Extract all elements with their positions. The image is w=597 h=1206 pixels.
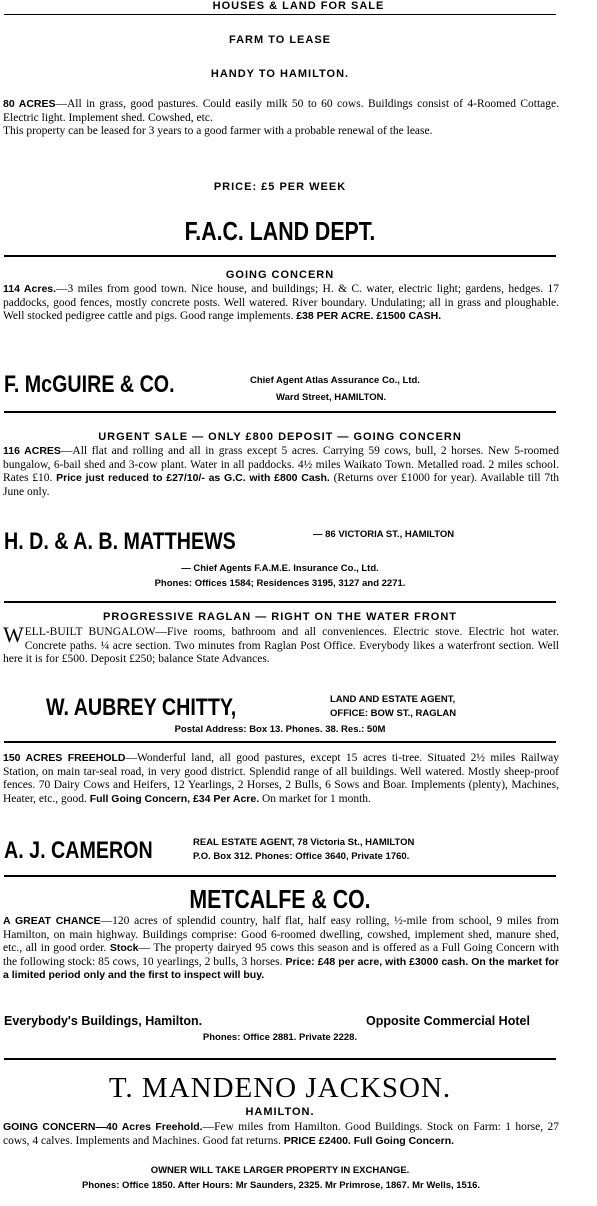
- ad3-agent-addr: — 86 VICTORIA ST., HAMILTON: [313, 529, 455, 540]
- ad5-agent-line2: P.O. Box 312. Phones: Office 3640, Private 1760.: [193, 851, 410, 862]
- ad4-dropcap: W: [3, 622, 24, 647]
- ad7-offer: OWNER WILL TAKE LARGER PROPERTY IN EXCHANGE.: [150, 1165, 410, 1176]
- ad7-agent: T. MANDENO JACKSON.: [108, 1072, 452, 1104]
- ad2-agent-line1: Chief Agent Atlas Assurance Co., Ltd.: [250, 375, 420, 386]
- ad5-agent-line1: REAL ESTATE AGENT, 78 Victoria St., HAMILTON: [193, 837, 415, 848]
- ad6-agent: METCALFE & CO.: [189, 884, 371, 914]
- ad5-text2: On market for 1 month.: [262, 792, 371, 805]
- section-header: HOUSES & LAND FOR SALE: [212, 0, 385, 12]
- ad7-price: PRICE £2400. Full Going Concern.: [283, 1134, 455, 1147]
- ad5-text: —Wonderful land, all good pastures, except 15 acres ti-tree. Situated 2½ miles Railway Station, on main tar-seal road, in very good district. Splendid range of all buildings. Well watered. Mostly sheep-proof fences. 70 Dairy Cows and Heifers, 12 Yearlings, 2 Horses, 2 Bulls, 6 Sows and Boar. Implements (plenty), Machines, Heater, etc., good.: [3, 752, 559, 805]
- ad4-lead: ELL-BUILT BUNGALOW: [24, 626, 156, 638]
- ad3-agent: H. D. & A. B. MATTHEWS: [4, 528, 236, 555]
- ad3-agent-phones: Phones: Offices 1584; Residences 3195, 3127 and 2271.: [154, 578, 406, 589]
- ad3-agent-line1: — Chief Agents F.A.M.E. Insurance Co., Ltd.: [181, 563, 379, 574]
- ad1-subtitle: HANDY TO HAMILTON.: [210, 68, 350, 80]
- ad3-text: —All flat and rolling and all in grass except 5 acres. Carrying 59 cows, bull, 2 horses. New 5-roomed bungalow, 6-bail shed and 3-cow plant. Water in all paddocks. 4½ miles Waikato Town. Metalled road. 2 miles school. Rates £10.: [3, 445, 559, 484]
- ad1-lead: 80 ACRES: [3, 98, 56, 110]
- ad6-phones: Phones: Office 2881. Private 2228.: [202, 1032, 358, 1043]
- ad3-text2: (Returns over £1000 for year). Available till 7th June only.: [3, 472, 560, 498]
- ad2-price: £38 PER ACRE. £1500 CASH.: [296, 310, 442, 322]
- ad1-text2: This property can be leased for 3 years to a good farmer with a probable renewal of the lease.: [3, 125, 433, 137]
- ad7-lead: GOING CONCERN—40 Acres Freehold.: [3, 1121, 203, 1133]
- ad6-body: [3, 915, 559, 983]
- ad2-body: [3, 283, 559, 324]
- ad4-agent-line1: LAND AND ESTATE AGENT,: [330, 694, 456, 705]
- ad1-body: [3, 98, 559, 139]
- ad7-body: [3, 1121, 559, 1148]
- ad6-text: —120 acres of splendid country, half flat, half easy rolling, ½-mile from school, 9 miles from Hamilton, on main highway. Buildings comprise: Good 6-roomed dwelling, cowshed, implement shed, manure shed, etc., all in good order.: [3, 915, 559, 954]
- ad7-text: —Few miles from Hamilton. Good Buildings. Stock on Farm: 1 horse, 27 cows, 4 calves. Implements and Machines. Good fat returns.: [3, 1121, 560, 1147]
- ad2-lead: 114 Acres.: [3, 283, 57, 295]
- ad2-agent-line2: Ward Street, HAMILTON.: [276, 392, 387, 403]
- ad6-price: Price: £48 per acre, with £3000 cash. On the market for a limited period only and the first to inspect will buy.: [3, 955, 560, 981]
- ad4-agent-line2: OFFICE: BOW ST., RAGLAN: [330, 708, 457, 719]
- ad6-addr-right: Opposite Commercial Hotel: [366, 1014, 530, 1028]
- ad1-price: PRICE: £5 PER WEEK: [213, 181, 347, 193]
- divider: [4, 601, 556, 603]
- ad6-lead: A GREAT CHANCE: [3, 915, 101, 927]
- ad5-body: [3, 752, 559, 806]
- ad6-text2: — The property dairyed 95 cows this season and is offered as a Full Going Concern with the following stock: 85 cows, 10 yearlings, 2 bulls, 3 horses.: [3, 942, 559, 968]
- ad4-agent: W. AUBREY CHITTY,: [46, 694, 237, 721]
- divider: [4, 741, 556, 743]
- ad5-price: Full Going Concern, £34 Per Acre.: [89, 792, 260, 805]
- ad5-lead: 150 ACRES FREEHOLD: [3, 752, 126, 764]
- ad2-heading: GOING CONCERN: [225, 269, 335, 281]
- ad3-heading: URGENT SALE — ONLY £800 DEPOSIT — GOING CONCERN: [98, 431, 462, 443]
- ad1-text: —All in grass, good pastures. Could easily milk 50 to 60 cows. Buildings consist of 4-Roomed Cottage. Electric light. Implement shed. Cowshed, etc.: [3, 98, 560, 124]
- ad2-agent: F. McGUIRE & CO.: [4, 371, 175, 398]
- ad6-stock-label: Stock: [109, 942, 139, 954]
- divider: [4, 411, 556, 413]
- divider: [4, 1058, 556, 1060]
- ad4-heading: PROGRESSIVE RAGLAN — RIGHT ON THE WATER FRONT: [102, 611, 458, 623]
- ad7-phones: Phones: Office 1850. After Hours: Mr Saunders, 2325. Mr Primrose, 1867. Mr Wells, 1516.: [81, 1180, 481, 1191]
- ad7-town: HAMILTON.: [245, 1106, 315, 1118]
- ad4-text: —Five rooms, bathroom and all conveniences. Electric stove. Electric hot water. Concrete paths. ¼ acre section. Two minutes from Raglan Post Office. Everybody likes a waterfront section. Well here it is for £500. Deposit £250; balance State Advances.: [3, 626, 559, 665]
- ad4-agent-line3: Postal Address: Box 13. Phones. 38. Res.: 50M: [174, 724, 386, 735]
- ad5-agent: A. J. CAMERON: [4, 837, 153, 864]
- ad3-price: Price just reduced to £27/10/- as G.C. with £800 Cash.: [56, 472, 330, 484]
- ad1-title: FARM TO LEASE: [228, 34, 332, 46]
- ad6-addr-left: Everybody's Buildings, Hamilton.: [4, 1014, 203, 1028]
- ad2-text: —3 miles from good town. Nice house, and buildings; H. & C. water, electric light; gardens, hedges. 17 paddocks, good fences, mostly concrete posts. Well watered. River boundary. Undulating; all in grass and ploughable. Well stocked pedigree cattle and pigs. Good range implements.: [3, 283, 559, 322]
- divider: [4, 14, 556, 15]
- ad1-agent: F.A.C. LAND DEPT.: [184, 216, 376, 246]
- divider: [4, 875, 556, 877]
- ad3-body: [3, 445, 559, 499]
- ad3-lead: 116 ACRES: [3, 445, 61, 457]
- divider: [4, 255, 556, 257]
- ad4-body: [3, 622, 559, 667]
